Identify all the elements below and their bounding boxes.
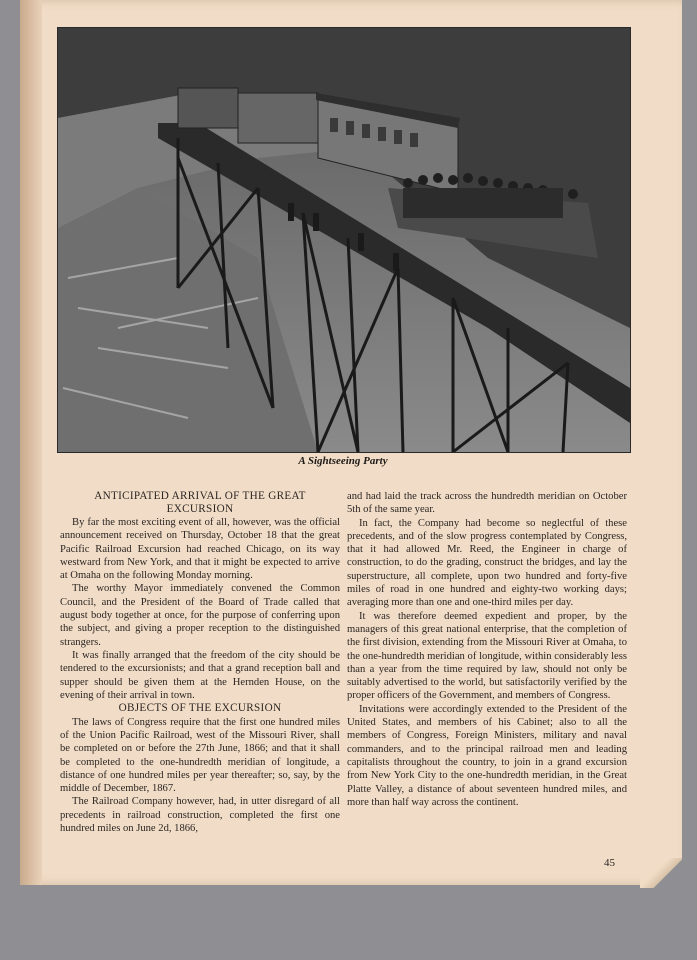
page-number: 45 <box>604 857 615 869</box>
page-corner-curl <box>640 858 682 888</box>
paragraph: and had laid the track across the hundredth meridian on October 5th of the same year. <box>347 491 627 516</box>
photo-caption: A Sightseeing Party <box>298 455 388 467</box>
paragraph: The worthy Mayor immediately convened the Common Council, and the President of the Board of Trade called that august body together at once, for the purpose of conferring upon the subject, and giving a proper reception to the distinguished strangers. <box>60 583 340 648</box>
article-column-right <box>347 490 627 809</box>
paragraph: By far the most exciting event of all, however, was the official announcement received on Thursday, October 18 that the great Pacific Railroad Excursion had reached Chicago, on its way westward from New York, and that it might be expected to arrive at Omaha on the following Monday morning. <box>60 517 340 582</box>
article-column-left <box>60 490 340 835</box>
paragraph: It was finally arranged that the freedom of the city should be tendered to the excursionists; and that a grand reception ball and supper should be given them at the Hernden House, on the evening of their arrival in town. <box>60 649 340 701</box>
paragraph: It was therefore deemed expedient and proper, by the managers of this great national enterprise, that the completion of the first division, extending from the Missouri River at Omaha, to the one-hundredth meridian of longitude, within considerably less than a year from the time required by law, should not only be suitably advertised to the world, but satisfactorily verified by the proper officers of the Government, and members of Congress. <box>347 610 627 702</box>
paragraph: In fact, the Company had become so neglectful of these precedents, and of the slow progress contemplated by Congress, that it had allowed Mr. Reed, the Engineer in charge of construction, to do the grading, construct the bridges, and lay the superstructure, all complete, upon two hundred and forty-five miles of road in one hundred and eighty-two working days; averaging more than one and one-third miles per day. <box>347 517 627 609</box>
historical-photo-train-trestle <box>57 27 631 453</box>
photo-illustration <box>58 28 630 452</box>
paragraph: The laws of Congress require that the first one hundred miles of the Union Pacific Railroad, west of the Missouri River, shall be completed on or before the 27th June, 1866; and that it shall be completed to the one-hundredth meridian of longitude, a distance of one hundred miles per year thereafter; so, say, by the middle of December, 1867. <box>60 716 340 795</box>
paragraph: The Railroad Company however, had, in utter disregard of all precedents in railroad construction, completed the first one hundred miles on June 2d, 1866, <box>60 796 340 835</box>
paragraph: Invitations were accordingly extended to the President of the United States, and members of his Cabinet; also to all the members of Congress, Foreign Ministers, military and naval commanders, and to the principal railroad men and leading capitalists throughout the country, to join in a grand excursion from New York City to the one-hundredth meridian, in the Great Platte Valley, a distance of about seventeen hundred miles, and more than half way across the continent. <box>347 703 627 808</box>
section-heading-anticipated-arrival: ANTICIPATED ARRIVAL OF THE GREAT EXCURSION <box>94 490 306 515</box>
book-spine <box>20 0 42 885</box>
section-heading-objects: OBJECTS OF THE EXCURSION <box>118 702 282 715</box>
